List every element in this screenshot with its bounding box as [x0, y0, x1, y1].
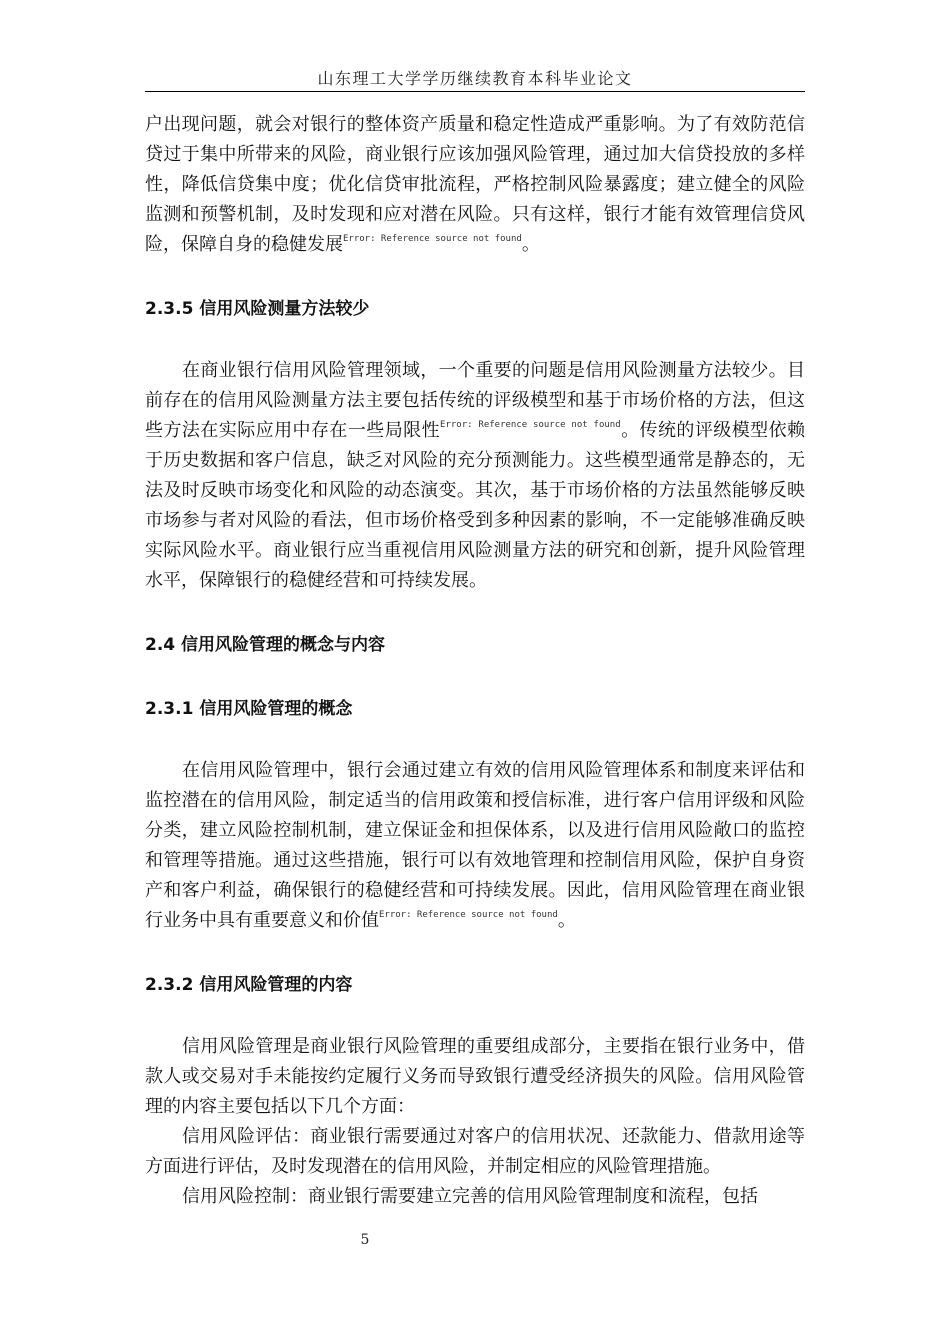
section-heading-2-3-1: 2.3.1 信用风险管理的概念 — [145, 699, 353, 719]
section-heading-2-3-2: 2.3.2 信用风险管理的内容 — [145, 975, 353, 995]
document-body — [145, 110, 805, 1212]
running-header: 山东理工大学学历继续教育本科毕业论文 — [317, 69, 633, 88]
paragraph-2-text-b: 。传统的评级模型依赖于历史数据和客户信息，缺乏对风险的充分预测能力。这些模型通常是静态的，无法及时反映市场变化和风险的动态演变。其次，基于市场价格的方法虽然能够反映市场参与者对风险的看法，但市场价格受到多种因素的影响，不一定能够准确反映实际风险水平。商业银行应当重视信用风险测量方法的研究和创新，提升风险管理水平，保障银行的稳健经营和可持续发展。 — [145, 420, 806, 591]
paragraph-6: 信用风险控制：商业银行需要建立完善的信用风险管理制度和流程，包括 — [182, 1186, 758, 1207]
paragraph-5: 信用风险评估：商业银行需要通过对客户的信用状况、还款能力、借款用途等方面进行评估，及时发现潜在的信用风险，并制定相应的风险管理措施。 — [145, 1126, 805, 1177]
paragraph-1-text: 户出现问题，就会对银行的整体资产质量和稳定性造成严重影响。为了有效防范信贷过于集中所带来的风险，商业银行应该加强风险管理，通过加大信贷投放的多样性，降低信贷集中度；优化信贷审批流程，严格控制风险暴露度；建立健全的风险监测和预警机制，及时发现和应对潜在风险。只有这样，银行才能有效管理信贷风险，保障自身的稳健发展 — [145, 114, 805, 255]
paragraph-3-end: 。 — [557, 910, 576, 931]
paragraph-1-end: 。 — [521, 234, 540, 255]
paragraph-1 — [145, 110, 805, 260]
section-heading-2-3-5: 2.3.5 信用风险测量方法较少 — [145, 299, 370, 319]
paragraph-3-text: 在信用风险管理中，银行会通过建立有效的信用风险管理体系和制度来评估和监控潜在的信用风险，制定适当的信用政策和授信标准，进行客户信用评级和风险分类，建立风险控制机制，建立保证金和担保体系，以及进行信用风险敞口的监控和管理等措施。通过这些措施，银行可以有效地管理和控制信用风险，保护自身资产和客户利益，确保银行的稳健经营和可持续发展。因此，信用风险管理在商业银行业务中具有重要意义和价值 — [145, 760, 805, 931]
paragraph-3 — [145, 756, 805, 936]
paragraph-4: 信用风险管理是商业银行风险管理的重要组成部分，主要指在银行业务中，借款人或交易对手未能按约定履行义务而导致银行遭受经济损失的风险。信用风险管理的内容主要包括以下几个方面： — [145, 1036, 805, 1117]
reference-error: Error: Reference source not found — [343, 234, 522, 244]
paragraph-2-text-a: 在商业银行信用风险管理领域，一个重要的问题是信用风险测量方法较少。目前存在的信用风险测量方法主要包括传统的评级模型和基于市场价格的方法，但这些方法在实际应用中存在一些局限性 — [145, 360, 805, 441]
page-number: 5 — [360, 1232, 370, 1248]
header-rule — [145, 91, 805, 92]
reference-error: Error: Reference source not found — [379, 910, 558, 920]
reference-error: Error: Reference source not found — [440, 420, 621, 430]
section-heading-2-4: 2.4 信用风险管理的概念与内容 — [145, 635, 386, 655]
paragraph-2 — [145, 356, 805, 596]
